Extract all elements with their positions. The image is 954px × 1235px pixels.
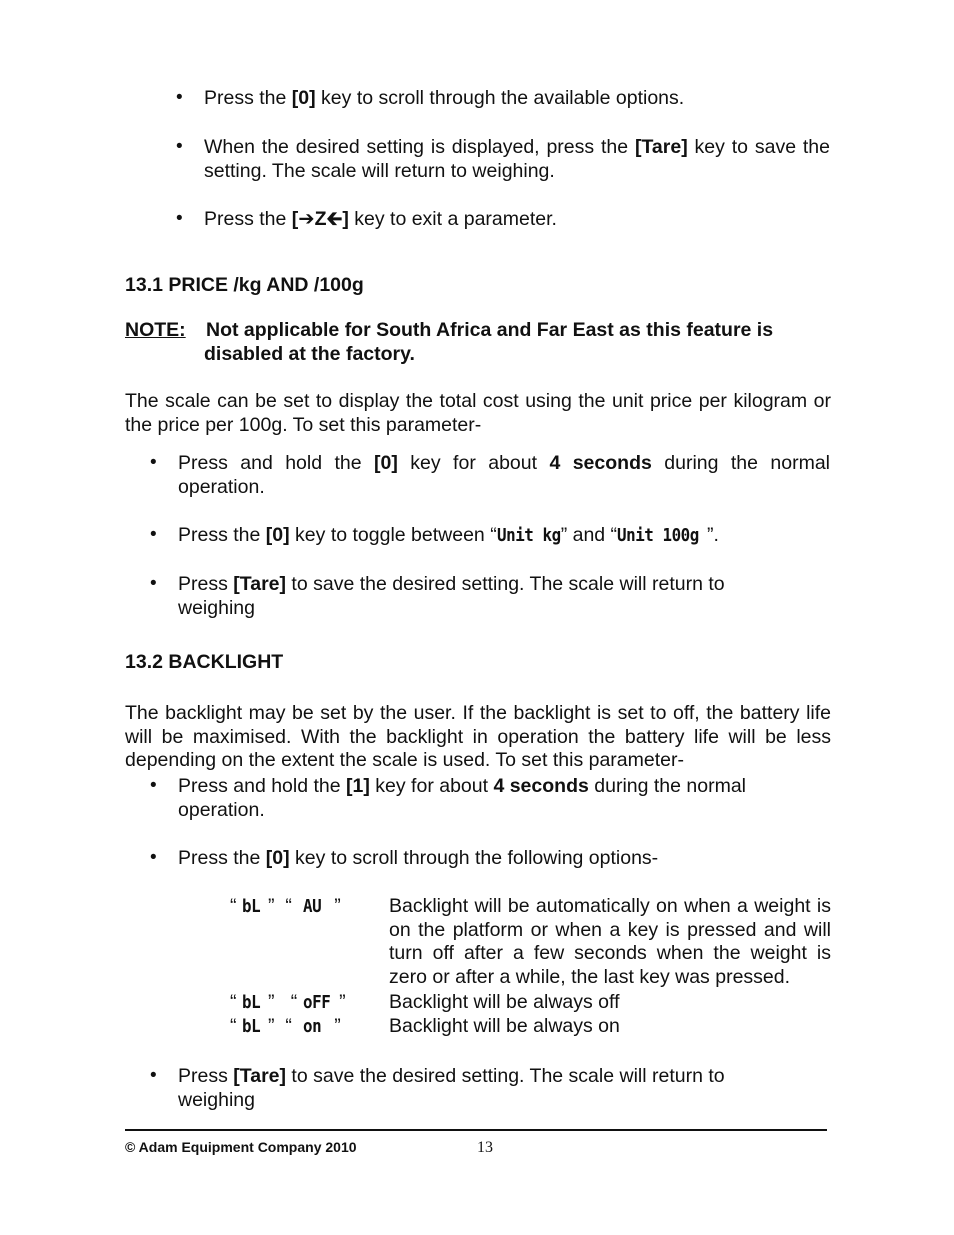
bullet-dot: • xyxy=(150,775,157,796)
intro-bullet-2 xyxy=(204,136,830,183)
text: key to scroll through the available options. xyxy=(315,87,685,109)
text: Press and hold the xyxy=(178,452,375,474)
duration-label: 4 seconds xyxy=(493,775,589,797)
text: key to toggle between “ xyxy=(289,524,497,546)
text: Press the xyxy=(204,87,292,109)
option-desc-au: Backlight will be automatically on when a weight is on the platform or when a key is pressed and will turn off after a few seconds when the weight is zero or after a while, the last key was pressed. xyxy=(389,895,831,988)
text: Press xyxy=(178,573,234,595)
text: key to exit a parameter. xyxy=(348,208,557,230)
quote: ” xyxy=(323,895,341,917)
display-code: oFF xyxy=(302,992,330,1013)
bullet-13-1-b xyxy=(178,524,830,548)
text: Press the xyxy=(204,208,292,230)
key-label: [0] xyxy=(265,524,290,546)
quote: “ xyxy=(230,895,242,917)
display-code-unit-100g: Unit 100g xyxy=(617,525,699,546)
key-label: [➔Z🡰] xyxy=(291,208,349,230)
quote: ” “ xyxy=(262,1015,303,1037)
key-label: [Tare] xyxy=(634,136,688,158)
bullet-13-1-a xyxy=(178,452,830,499)
paragraph-13-2: The backlight may be set by the user. If the backlight is set to off, the battery life will be maximised. With the backlight in operation the battery life will be less depending on the extent the scale is used. To set this parameter- xyxy=(125,702,831,771)
bullet-dot: • xyxy=(150,1065,157,1086)
footer-rule xyxy=(125,1129,827,1131)
bullet-13-2-b xyxy=(178,847,830,871)
text: key to scroll through the following options- xyxy=(289,847,659,869)
display-code: bL xyxy=(241,1016,261,1037)
intro-bullet-1 xyxy=(204,87,830,111)
quote: ” xyxy=(323,1015,341,1037)
bullet-dot: • xyxy=(176,136,183,157)
bullet-dot: • xyxy=(150,452,157,473)
text: ” and “ xyxy=(560,524,618,546)
text: during the normal operation. xyxy=(178,775,747,821)
page-number: 13 xyxy=(477,1139,493,1156)
duration-label: 4 seconds xyxy=(549,452,652,474)
option-desc-on: Backlight will be always on xyxy=(389,1015,620,1037)
note-label: NOTE: xyxy=(125,319,186,341)
bullet-dot: • xyxy=(176,208,183,229)
note-text-1: Not applicable for South Africa and Far East as this feature is xyxy=(206,319,774,341)
text: Press and hold the xyxy=(178,775,347,797)
bullet-13-1-c xyxy=(178,573,778,620)
key-label: [0] xyxy=(291,87,316,109)
text: When the desired setting is displayed, press the xyxy=(204,136,635,158)
quote: ” “ xyxy=(262,991,303,1013)
display-code-unit-kg: Unit kg xyxy=(496,525,561,546)
display-code: bL xyxy=(241,896,261,917)
section-heading-13-1: 13.1 PRICE /kg AND /100g xyxy=(125,274,364,296)
text: key to save the setting. The scale will return to weighing. xyxy=(204,136,830,182)
paragraph-13-1: The scale can be set to display the total cost using the unit price per kilogram or the price per 100g. To set this parameter- xyxy=(125,390,831,436)
bullet-13-2-a xyxy=(178,775,793,822)
bullet-dot: • xyxy=(150,524,157,545)
option-code-au xyxy=(230,895,341,919)
key-label: [1] xyxy=(346,775,370,797)
display-code: on xyxy=(302,1016,321,1037)
quote: ” xyxy=(333,991,346,1013)
key-label: [Tare] xyxy=(233,1065,286,1087)
text: Press xyxy=(178,1065,234,1087)
text: key for about xyxy=(397,452,550,474)
text: Press the xyxy=(178,524,266,546)
quote: “ xyxy=(230,1015,242,1037)
text: Press the xyxy=(178,847,266,869)
text: to save the desired setting. The scale will return to weighing xyxy=(178,573,725,619)
quote: ” “ xyxy=(262,895,303,917)
bullet-dot: • xyxy=(150,847,157,868)
text: during the normal operation. xyxy=(178,452,831,498)
option-desc-off: Backlight will be always off xyxy=(389,991,620,1013)
intro-bullet-3 xyxy=(204,208,830,232)
bullet-13-2-c xyxy=(178,1065,778,1112)
key-label: [0] xyxy=(265,847,290,869)
option-code-on xyxy=(230,1015,341,1039)
display-code: bL xyxy=(241,992,261,1013)
section-heading-13-2: 13.2 BACKLIGHT xyxy=(125,651,284,673)
key-label: [Tare] xyxy=(233,573,286,595)
text: to save the desired setting. The scale will return to weighing xyxy=(178,1065,725,1111)
option-code-off xyxy=(230,991,346,1015)
bullet-dot: • xyxy=(176,87,183,108)
footer-copyright: © Adam Equipment Company 2010 xyxy=(125,1139,357,1155)
display-code: AU xyxy=(302,896,321,917)
quote: “ xyxy=(230,991,242,1013)
note-text-2: disabled at the factory. xyxy=(204,343,415,365)
text: ”. xyxy=(707,524,719,546)
text: key for about xyxy=(369,775,494,797)
bullet-dot: • xyxy=(150,573,157,594)
key-label: [0] xyxy=(374,452,398,474)
note-block xyxy=(125,319,830,365)
